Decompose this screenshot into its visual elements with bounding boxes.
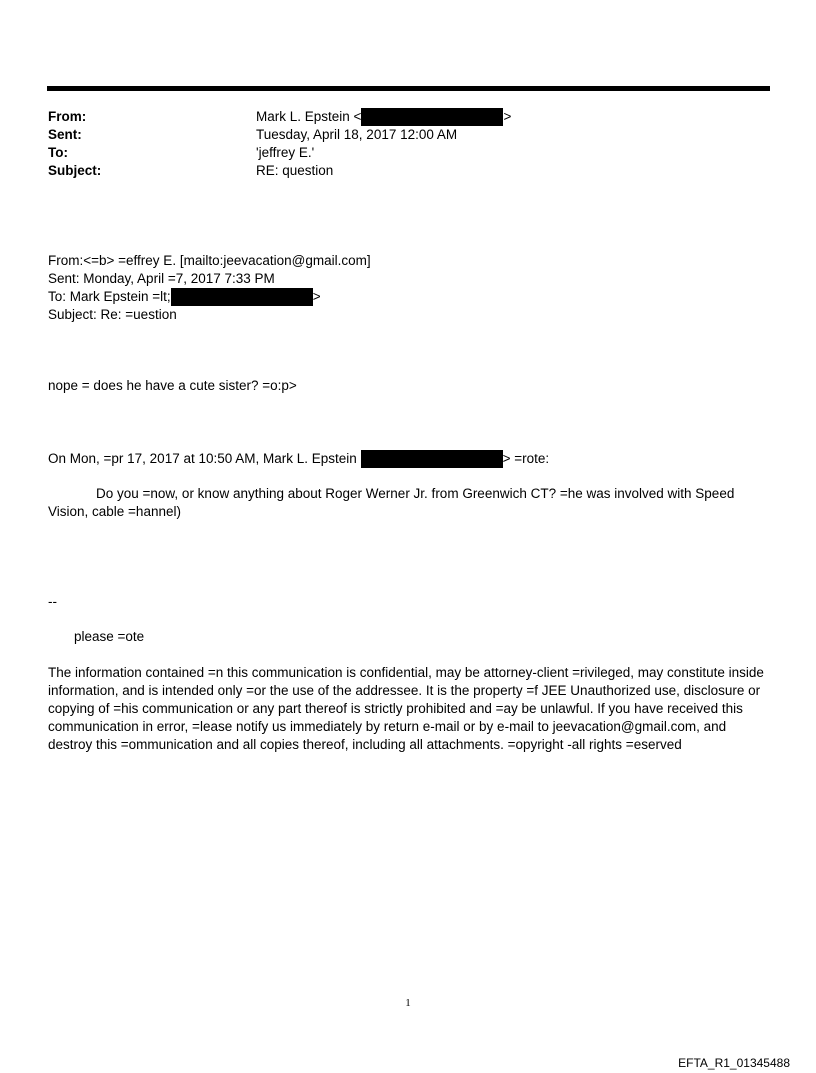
quoted-subject-line: Subject: Re: =uestion	[48, 307, 177, 322]
on-wrote-line	[48, 450, 549, 468]
header-divider	[47, 86, 770, 91]
to-label: To:	[48, 145, 68, 160]
signature-separator: --	[48, 594, 57, 609]
header-to-row	[48, 144, 748, 162]
please-note: please =ote	[74, 629, 145, 644]
bates-number: EFTA_R1_01345488	[678, 1056, 790, 1070]
header-subject-row	[48, 162, 748, 180]
to-value: 'jeffrey E.'	[256, 145, 315, 160]
sent-label: Sent:	[48, 127, 82, 142]
original-message-line-2: Vision, cable =hannel)	[48, 504, 181, 519]
subject-value: RE: question	[256, 163, 334, 178]
subject-label: Subject:	[48, 163, 102, 178]
from-value	[256, 108, 511, 126]
quoted-from-line: From:<=b> =effrey E. [mailto:jeevacation@gmail.com]	[48, 253, 371, 268]
original-message-line-1: Do you =now, or know anything about Roger Werner Jr. from Greenwich CT? =he was involved with Speed	[96, 486, 735, 501]
redaction-box	[361, 450, 503, 468]
from-bracket: >	[503, 109, 512, 124]
from-label: From:	[48, 109, 87, 124]
sent-value: Tuesday, April 18, 2017 12:00 AM	[256, 127, 458, 142]
quoted-to-suffix: >	[312, 289, 321, 304]
quoted-sent-line: Sent: Monday, April =7, 2017 7:33 PM	[48, 271, 275, 286]
header-from-row	[48, 108, 748, 126]
quoted-to-line	[48, 288, 321, 306]
redaction-box	[171, 288, 313, 306]
redaction-box	[361, 108, 503, 126]
quoted-to-prefix: To: Mark Epstein =lt;	[48, 289, 171, 304]
reply-line: nope = does he have a cute sister? =o:p>	[48, 378, 297, 393]
on-wrote-suffix: > =rote:	[502, 451, 550, 466]
on-wrote-prefix: On Mon, =pr 17, 2017 at 10:50 AM, Mark L. Epstein	[48, 451, 361, 466]
header-sent-row	[48, 126, 748, 144]
page-number: 1	[405, 997, 411, 1009]
from-name: Mark L. Epstein <	[256, 109, 362, 124]
disclaimer-text: The information contained =n this communication is confidential, may be attorney-client =rivileged, may constitute inside information, and is intended only =or the use of the addressee. It is the property =f JEE Unauthorized use, disclosure or copying of =his communication or any part thereof is strictly prohibited and =ay be unlawful. If you have received this communication in error, =lease notify us immediately by return e-mail or by e-mail to jeevacation@gmail.com, and destroy this =ommunication and all copies thereof, including all attachments. =opyright -all rights =eserved	[48, 665, 764, 752]
